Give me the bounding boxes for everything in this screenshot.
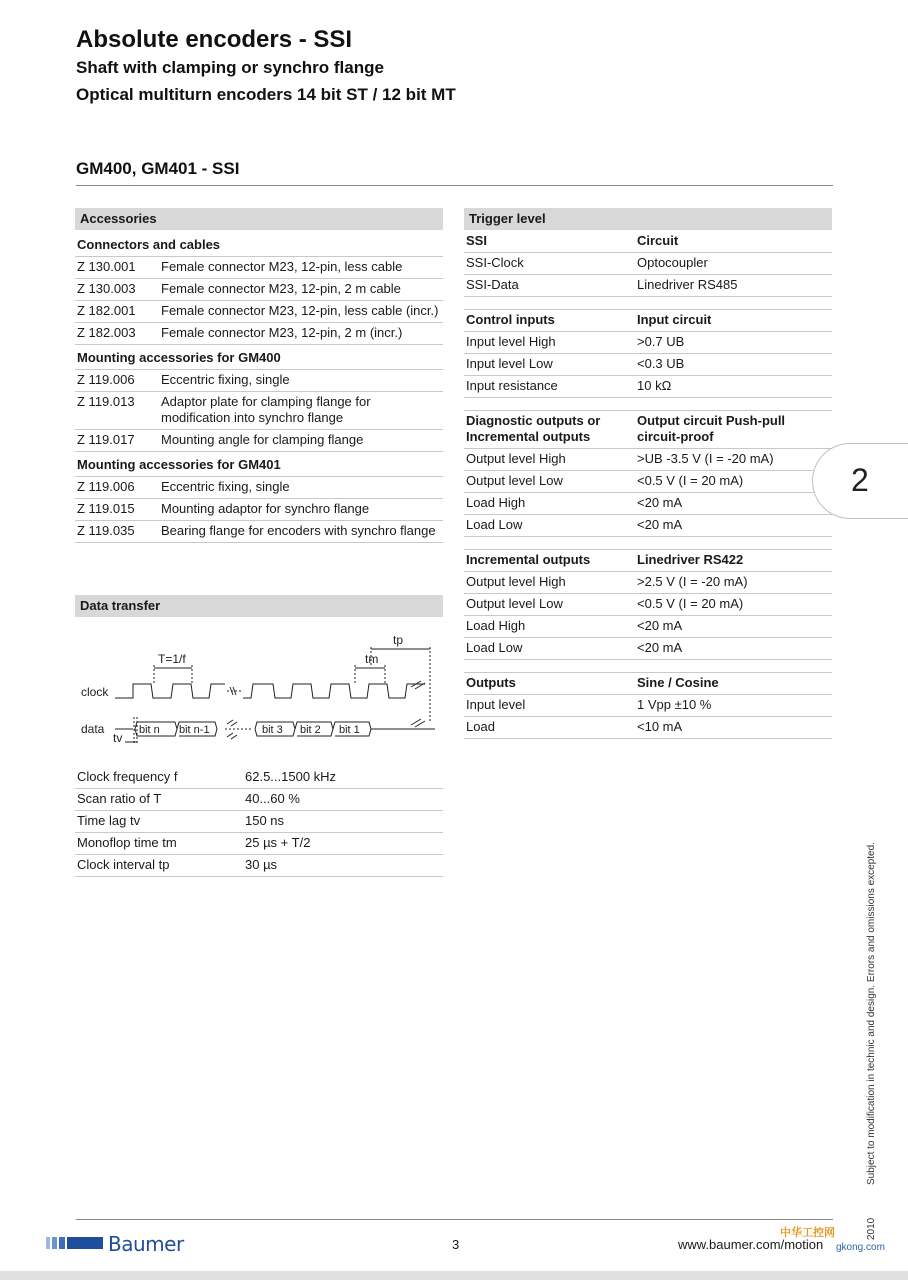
trigger-row-cell-1: Output level Low <box>464 471 635 493</box>
trigger-block-header-cell-1: Diagnostic outputs or Incremental outputs <box>464 411 635 449</box>
footer-bar <box>0 1271 908 1280</box>
trigger-block-header-cell-1: Outputs <box>464 673 635 695</box>
trigger-row-cell-2: <20 mA <box>635 515 832 537</box>
accessories-group-title <box>75 452 443 477</box>
accessories-section-title: Accessories <box>75 208 443 230</box>
data-transfer-row <box>75 767 443 789</box>
trigger-table <box>464 231 832 739</box>
trigger-row-cell-2: >UB -3.5 V (I = -20 mA) <box>635 449 832 471</box>
trigger-block-header-cell-2: Linedriver RS422 <box>635 550 832 572</box>
trigger-block-header-cell-2: Circuit <box>635 231 832 253</box>
trigger-row <box>464 332 832 354</box>
bit-2-label: bit 2 <box>300 724 321 736</box>
trigger-row-cell-1: Input level Low <box>464 354 635 376</box>
trigger-row <box>464 471 832 493</box>
disclaimer-note: Subject to modification in technic and design. Errors and omissions excepted. <box>866 842 877 1185</box>
data-label: data <box>81 722 105 736</box>
accessories-group-title <box>75 232 443 257</box>
chapter-tab <box>812 443 908 519</box>
accessory-row <box>75 477 443 499</box>
trigger-row-cell-1: Load Low <box>464 515 635 537</box>
accessory-row-cell-1: Z 119.006 <box>75 477 159 499</box>
trigger-spacer-cell <box>464 537 832 550</box>
period-label: T=1/f <box>158 652 186 666</box>
page-number: 3 <box>452 1237 460 1252</box>
trigger-row <box>464 354 832 376</box>
trigger-block-header <box>464 310 832 332</box>
trigger-row <box>464 594 832 616</box>
data-transfer-row-cell-1: Scan ratio of T <box>75 789 243 811</box>
trigger-row-cell-1: Input level <box>464 695 635 717</box>
accessory-row <box>75 392 443 430</box>
data-transfer-row-cell-2: 150 ns <box>243 811 443 833</box>
trigger-row-cell-2: Linedriver RS485 <box>635 275 832 297</box>
accessory-row-cell-1: Z 119.006 <box>75 370 159 392</box>
accessory-row-cell-1: Z 130.001 <box>75 257 159 279</box>
trigger-row-cell-1: SSI-Data <box>464 275 635 297</box>
model-heading: GM400, GM401 - SSI <box>76 159 240 178</box>
accessory-row-cell-2: Eccentric fixing, single <box>159 370 443 392</box>
trigger-row-cell-1: Output level High <box>464 449 635 471</box>
trigger-row <box>464 638 832 660</box>
data-transfer-row-cell-2: 62.5...1500 kHz <box>243 767 443 789</box>
accessory-row <box>75 499 443 521</box>
trigger-block-header-cell-2: Input circuit <box>635 310 832 332</box>
trigger-row-cell-2: >2.5 V (I = -20 mA) <box>635 572 832 594</box>
trigger-block-header-cell-1: Incremental outputs <box>464 550 635 572</box>
page-title: Absolute encoders - SSI <box>76 26 353 53</box>
trigger-row <box>464 695 832 717</box>
trigger-spacer-cell <box>464 297 832 310</box>
trigger-row-cell-2: >0.7 UB <box>635 332 832 354</box>
accessory-row-cell-2: Mounting adaptor for synchro flange <box>159 499 443 521</box>
data-transfer-row-cell-1: Time lag tv <box>75 811 243 833</box>
bit-1-label: bit 1 <box>339 724 360 736</box>
trigger-block-header-cell-2: Output circuit Push-pull circuit-proof <box>635 411 832 449</box>
accessory-row-cell-2: Bearing flange for encoders with synchro flange <box>159 521 443 543</box>
accessory-row-cell-2: Female connector M23, 12-pin, 2 m cable <box>159 279 443 301</box>
accessory-row-cell-2: Female connector M23, 12-pin, 2 m (incr.) <box>159 323 443 345</box>
clock-waveform <box>115 684 225 698</box>
accessory-row-cell-1: Z 182.001 <box>75 301 159 323</box>
trigger-row-cell-1: Output level Low <box>464 594 635 616</box>
data-transfer-row-cell-1: Clock interval tp <box>75 855 243 877</box>
accessory-row <box>75 257 443 279</box>
accessory-row-cell-2: Female connector M23, 12-pin, less cable <box>159 257 443 279</box>
trigger-block-header-cell-1: Control inputs <box>464 310 635 332</box>
trigger-row-cell-2: <20 mA <box>635 638 832 660</box>
ssi-timing-diagram <box>75 625 445 755</box>
trigger-row-cell-1: Load High <box>464 493 635 515</box>
accessory-row-cell-1: Z 119.035 <box>75 521 159 543</box>
trigger-row-cell-2: <0.3 UB <box>635 354 832 376</box>
brand-name: Baumer <box>108 1232 184 1256</box>
trigger-block-header <box>464 550 832 572</box>
trigger-row-cell-1: Input resistance <box>464 376 635 398</box>
trigger-row-cell-2: <20 mA <box>635 493 832 515</box>
data-transfer-row <box>75 811 443 833</box>
data-transfer-section-title: Data transfer <box>75 595 443 617</box>
accessory-row <box>75 521 443 543</box>
accessory-row-cell-2: Female connector M23, 12-pin, less cable (incr.) <box>159 301 443 323</box>
accessory-row <box>75 323 443 345</box>
accessory-row-cell-1: Z 119.015 <box>75 499 159 521</box>
page-subtitle-2: Optical multiturn encoders 14 bit ST / 12 bit MT <box>76 85 456 104</box>
accessories-group-title-cell-1: Connectors and cables <box>75 232 443 257</box>
trigger-row-cell-1: Output level High <box>464 572 635 594</box>
trigger-spacer <box>464 398 832 411</box>
trigger-row <box>464 515 832 537</box>
data-transfer-row <box>75 789 443 811</box>
accessory-row <box>75 370 443 392</box>
trigger-row-cell-2: <0.5 V (I = 20 mA) <box>635 471 832 493</box>
trigger-row-cell-2: <0.5 V (I = 20 mA) <box>635 594 832 616</box>
accessory-row-cell-2: Adaptor plate for clamping flange for modification into synchro flange <box>159 392 443 430</box>
trigger-row-cell-2: 1 Vpp ±10 % <box>635 695 832 717</box>
trigger-row <box>464 717 832 739</box>
trigger-row-cell-1: Load Low <box>464 638 635 660</box>
accessories-table <box>75 232 443 543</box>
interval-label: tp <box>393 633 404 647</box>
bit-n-label: bit n <box>139 724 160 736</box>
monoflop-label: tm <box>365 652 379 666</box>
trigger-spacer <box>464 297 832 310</box>
trigger-row-cell-2: <10 mA <box>635 717 832 739</box>
trigger-row-cell-1: Input level High <box>464 332 635 354</box>
data-transfer-row-cell-2: 25 µs + T/2 <box>243 833 443 855</box>
chapter-number: 2 <box>851 462 869 498</box>
trigger-section-title: Trigger level <box>464 208 832 230</box>
trigger-row-cell-1: Load <box>464 717 635 739</box>
trigger-spacer <box>464 537 832 550</box>
clock-label: clock <box>81 685 109 699</box>
data-transfer-row <box>75 833 443 855</box>
trigger-row-cell-2: <20 mA <box>635 616 832 638</box>
accessories-group-title-cell-1: Mounting accessories for GM400 <box>75 345 443 370</box>
bit-n-1-label: bit n-1 <box>179 724 210 736</box>
trigger-row <box>464 376 832 398</box>
header-divider <box>76 185 833 186</box>
accessory-row-cell-1: Z 119.017 <box>75 430 159 452</box>
edition-date: 2010 <box>866 1217 877 1240</box>
data-transfer-table <box>75 767 443 877</box>
page-subtitle-1: Shaft with clamping or synchro flange <box>76 58 384 77</box>
watermark-logo: 中华工控网 <box>780 1227 835 1239</box>
accessory-row-cell-2: Mounting angle for clamping flange <box>159 430 443 452</box>
trigger-spacer-cell <box>464 660 832 673</box>
watermark-url: gkong.com <box>836 1242 885 1253</box>
trigger-block-header <box>464 411 832 449</box>
accessory-row-cell-1: Z 130.003 <box>75 279 159 301</box>
trigger-spacer-cell <box>464 398 832 411</box>
footer-divider <box>76 1219 833 1220</box>
accessory-row <box>75 301 443 323</box>
footer-url[interactable]: www.baumer.com/motion <box>678 1237 824 1252</box>
data-transfer-row-cell-1: Monoflop time tm <box>75 833 243 855</box>
accessory-row <box>75 430 443 452</box>
trigger-row <box>464 616 832 638</box>
trigger-block-header-cell-1: SSI <box>464 231 635 253</box>
data-transfer-row-cell-2: 30 µs <box>243 855 443 877</box>
data-transfer-row-cell-1: Clock frequency f <box>75 767 243 789</box>
trigger-row-cell-1: Load High <box>464 616 635 638</box>
accessory-row-cell-2: Eccentric fixing, single <box>159 477 443 499</box>
accessory-row <box>75 279 443 301</box>
trigger-row <box>464 449 832 471</box>
trigger-block-header <box>464 673 832 695</box>
trigger-row-cell-2: 10 kΩ <box>635 376 832 398</box>
trigger-row-cell-1: SSI-Clock <box>464 253 635 275</box>
trigger-row <box>464 493 832 515</box>
trigger-spacer <box>464 660 832 673</box>
data-transfer-row-cell-2: 40...60 % <box>243 789 443 811</box>
accessories-group-title <box>75 345 443 370</box>
accessory-row-cell-1: Z 182.003 <box>75 323 159 345</box>
time-lag-label: tv <box>113 731 123 745</box>
trigger-block-header-cell-2: Sine / Cosine <box>635 673 832 695</box>
data-transfer-row <box>75 855 443 877</box>
accessories-group-title-cell-1: Mounting accessories for GM401 <box>75 452 443 477</box>
bit-3-label: bit 3 <box>262 724 283 736</box>
accessory-row-cell-1: Z 119.013 <box>75 392 159 430</box>
trigger-row <box>464 275 832 297</box>
trigger-block-header <box>464 231 832 253</box>
baumer-logo-icon <box>46 1233 104 1251</box>
trigger-row <box>464 253 832 275</box>
trigger-row <box>464 572 832 594</box>
trigger-row-cell-2: Optocoupler <box>635 253 832 275</box>
